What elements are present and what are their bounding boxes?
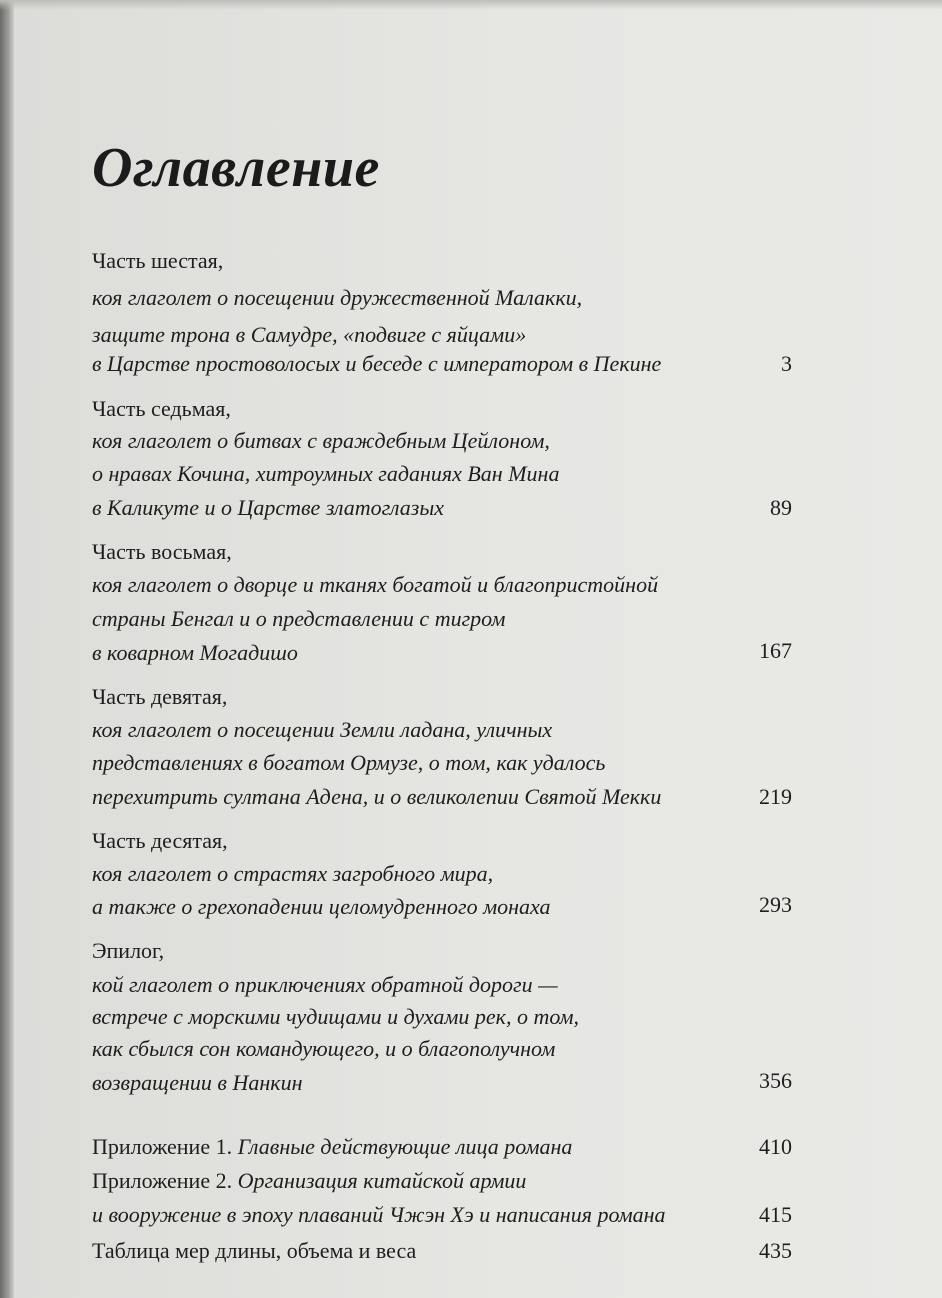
toc-page-number: 415 (759, 1202, 792, 1227)
toc-section-heading: Часть седьмая, (92, 396, 231, 421)
toc-page-number: 293 (759, 892, 792, 917)
toc-section-line: кой глаголет о приключениях обратной дороги — (92, 972, 558, 997)
toc-section-heading: Часть шестая, (92, 248, 224, 273)
toc-page-number: 410 (759, 1134, 792, 1159)
toc-page-number: 89 (770, 495, 792, 520)
toc-section-line: коя глаголет о страстях загробного мира, (92, 861, 494, 886)
toc-section-line: как сбылся сон командующего, и о благополучном (92, 1036, 556, 1061)
toc-section-line: коя глаголет о битвах с враждебным Цейлоном, (92, 428, 550, 453)
toc-section-heading: Часть десятая, (92, 828, 228, 853)
page-binding-edge (0, 0, 14, 1298)
toc-section-line: возвращении в Нанкин (92, 1070, 303, 1095)
page-top-shadow (0, 0, 942, 10)
toc-page-number: 356 (759, 1068, 792, 1093)
toc-section-line: защите трона в Самудре, «подвиге с яйцами» (92, 322, 527, 347)
appendix-prefix: Приложение 1. (92, 1134, 238, 1159)
toc-section-heading: Часть восьмая, (92, 539, 232, 564)
toc-measures-table: Таблица мер длины, объема и веса (92, 1238, 417, 1263)
toc-section-line: коя глаголет о посещении дружественной Малакки, (92, 285, 583, 310)
toc-section-line: страны Бенгал и о представлении с тигром (92, 606, 506, 631)
toc-section-line: в Царстве простоволосых и беседе с императором в Пекине (92, 351, 662, 376)
toc-page-number: 435 (759, 1238, 792, 1263)
toc-section-line: в Каликуте и о Царстве златоглазых (92, 495, 444, 520)
toc-appendix-2 (92, 1168, 526, 1194)
appendix-prefix: Приложение 2. (92, 1168, 238, 1193)
toc-page-number: 167 (759, 638, 792, 663)
toc-section-heading: Часть девятая, (92, 684, 228, 709)
appendix-title: Главные действующие лица романа (237, 1134, 573, 1159)
toc-section-heading: Эпилог, (92, 938, 165, 963)
toc-section-line: а также о грехопадении целомудренного монаха (92, 894, 551, 919)
toc-appendix-1 (92, 1134, 572, 1160)
toc-section-line: коя глаголет о дворце и тканях богатой и благопристойной (92, 572, 659, 597)
toc-section-line: о нравах Кочина, хитроумных гаданиях Ван Мина (92, 461, 560, 486)
toc-section-line: коя глаголет о посещении Земли ладана, уличных (92, 717, 553, 742)
toc-section-line: встрече с морскими чудищами и духами рек, о том, (92, 1004, 580, 1029)
page-title: Оглавление (92, 137, 380, 199)
toc-section-line: представлениях в богатом Ормузе, о том, как удалось (92, 750, 606, 775)
toc-appendix-2-continued (92, 1202, 666, 1228)
toc-section-line: перехитрить султана Адена, и о великолепии Святой Мекки (92, 784, 662, 809)
appendix-title: Организация китайской армии (237, 1168, 527, 1193)
toc-section-line: в коварном Могадишо (92, 640, 298, 665)
toc-page-number: 219 (759, 784, 792, 809)
show-through-text (610, 150, 615, 171)
toc-page-number: 3 (781, 351, 792, 376)
appendix-title: и вооружение в эпоху плаваний Чжэн Хэ и написания романа (92, 1202, 666, 1227)
